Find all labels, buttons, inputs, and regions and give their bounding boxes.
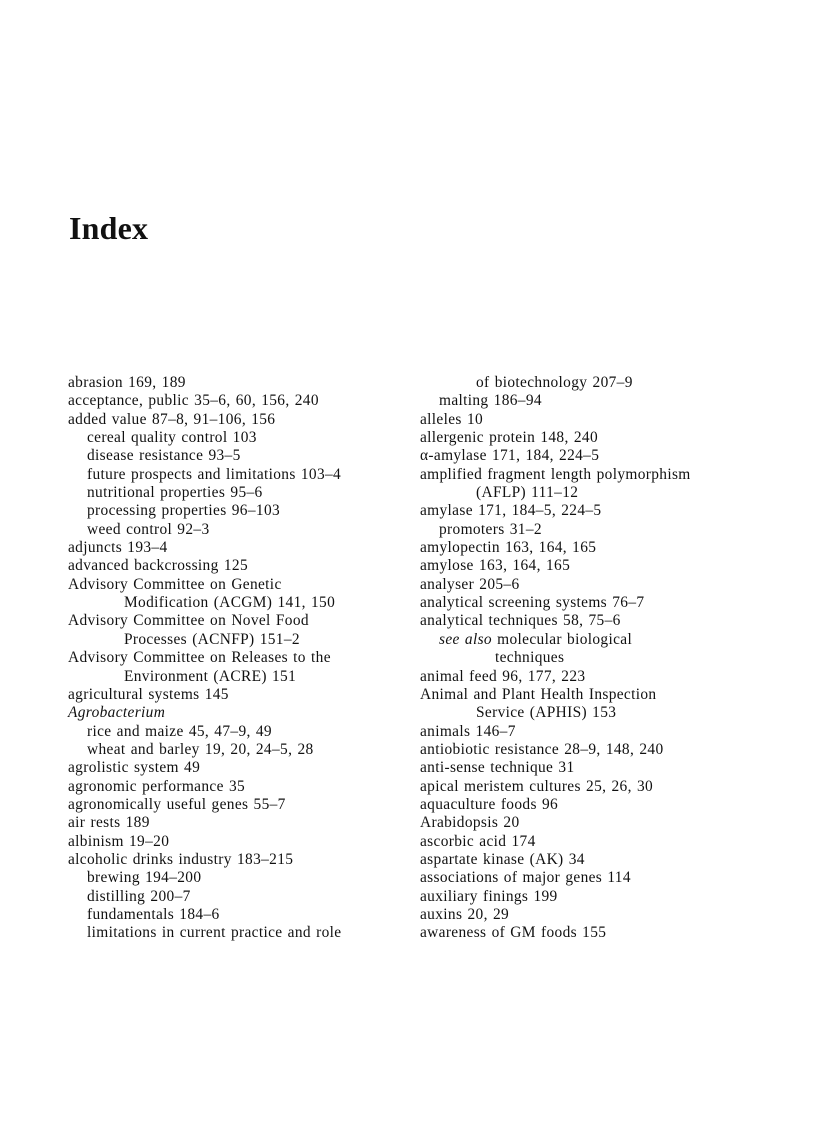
- index-entry-text: rice and maize 45, 47–9, 49: [87, 722, 272, 740]
- index-entry: [420, 796, 750, 814]
- index-entry: [68, 502, 408, 520]
- index-entry-text: anti-sense technique 31: [420, 759, 575, 777]
- index-entry: [68, 668, 408, 686]
- index-entry-text: malting 186–94: [439, 392, 542, 410]
- index-entry-text: Advisory Committee on Releases to the: [68, 649, 331, 667]
- index-entry-text: brewing 194–200: [87, 869, 202, 887]
- index-entry-text: animals 146–7: [420, 722, 516, 740]
- index-entry: [68, 649, 408, 667]
- index-entry-text: amplified fragment length polymorphism: [420, 465, 691, 483]
- index-entry-text: ascorbic acid 174: [420, 832, 536, 850]
- index-entry: [420, 924, 750, 942]
- index-entry-text: processing properties 96–103: [87, 502, 281, 520]
- index-entry: [68, 447, 408, 465]
- index-entry-text: of biotechnology 207–9: [476, 374, 633, 391]
- index-entry: [420, 411, 750, 429]
- index-entry-text: analyser 205–6: [420, 575, 520, 593]
- index-entry: [420, 447, 750, 465]
- index-entry-text: agricultural systems 145: [68, 685, 229, 703]
- index-entry-text: amylase 171, 184–5, 224–5: [420, 502, 602, 520]
- index-entry-text: analytical techniques 58, 75–6: [420, 612, 621, 630]
- index-entry: [68, 521, 408, 539]
- index-entry: [68, 924, 408, 942]
- index-entry: [68, 759, 408, 777]
- index-entry-text: Processes (ACNFP) 151–2: [124, 630, 300, 648]
- index-entry-text: wheat and barley 19, 20, 24–5, 28: [87, 740, 314, 758]
- index-entry: [420, 466, 750, 484]
- index-entry: [68, 484, 408, 502]
- index-entry-text: agronomic performance 35: [68, 777, 246, 795]
- index-entry-text: Arabidopsis 20: [420, 814, 520, 832]
- index-entry: [68, 686, 408, 704]
- index-entry: [420, 539, 750, 557]
- index-entry-text: Advisory Committee on Novel Food: [68, 612, 309, 630]
- index-entry: [420, 741, 750, 759]
- index-entry-text: acceptance, public 35–6, 60, 156, 240: [68, 392, 319, 410]
- index-entry-text: techniques: [495, 649, 565, 667]
- index-entry-text: added value 87–8, 91–106, 156: [68, 410, 276, 428]
- index-entry-text: allergenic protein 148, 240: [420, 429, 598, 447]
- index-entry-text: Animal and Plant Health Inspection: [420, 685, 657, 703]
- index-entry-text: Agrobacterium: [68, 704, 166, 722]
- index-entry: [68, 704, 408, 722]
- index-entry-text: advanced backcrossing 125: [68, 557, 248, 575]
- index-entry: [420, 814, 750, 832]
- index-entry-text: auxins 20, 29: [420, 905, 510, 923]
- index-entry-text: Service (APHIS) 153: [476, 704, 617, 722]
- index-entry-text: auxiliary finings 199: [420, 887, 558, 905]
- index-entry: [68, 814, 408, 832]
- index-entry-text: weed control 92–3: [87, 520, 210, 538]
- index-entry: [420, 906, 750, 924]
- index-entry: [420, 521, 750, 539]
- index-entry: [420, 833, 750, 851]
- index-entry: [420, 612, 750, 630]
- index-entry-text: limitations in current practice and role: [87, 924, 342, 942]
- index-entry: [68, 466, 408, 484]
- index-entry: [68, 906, 408, 924]
- index-entry-text: apical meristem cultures 25, 26, 30: [420, 777, 654, 795]
- index-entry-text: agrolistic system 49: [68, 759, 201, 777]
- index-entry: [420, 668, 750, 686]
- index-entry-text: analytical screening systems 76–7: [420, 594, 645, 612]
- index-entry: [68, 796, 408, 814]
- index-entry-text: promoters 31–2: [439, 520, 542, 538]
- index-entry-text: aspartate kinase (AK) 34: [420, 850, 585, 868]
- page-title: Index: [69, 210, 149, 246]
- index-entry-text: future prospects and limitations 103–4: [87, 465, 342, 483]
- index-entry: [68, 612, 408, 630]
- index-entry-text: amylopectin 163, 164, 165: [420, 539, 597, 557]
- index-entry: [420, 704, 750, 722]
- index-entry: [68, 392, 408, 410]
- index-entry-text: awareness of GM foods 155: [420, 924, 607, 942]
- index-entry-text: molecular biological: [491, 630, 633, 648]
- index-entry-text: abrasion 169, 189: [68, 374, 186, 391]
- index-entry: [68, 429, 408, 447]
- index-entry: [420, 778, 750, 796]
- index-entry: [420, 374, 750, 392]
- index-entry-text: fundamentals 184–6: [87, 905, 220, 923]
- index-entry: [420, 392, 750, 410]
- index-entry-text: antiobiotic resistance 28–9, 148, 240: [420, 740, 664, 758]
- index-entry-text: Environment (ACRE) 151: [124, 667, 297, 685]
- index-entry: [68, 741, 408, 759]
- index-entry: [420, 888, 750, 906]
- index-entry-text: (AFLP) 111–12: [476, 484, 579, 502]
- index-entry: [420, 429, 750, 447]
- index-entry: [420, 484, 750, 502]
- index-entry: [420, 759, 750, 777]
- index-entry-text: agronomically useful genes 55–7: [68, 795, 286, 813]
- see-also-label: see also: [439, 630, 492, 648]
- index-column-left: [68, 374, 408, 943]
- index-entry: [68, 833, 408, 851]
- index-column-right: [420, 374, 750, 943]
- index-entry-text: alleles 10: [420, 410, 484, 428]
- index-entry: [68, 411, 408, 429]
- index-entry: [420, 502, 750, 520]
- index-entry: [420, 649, 750, 667]
- index-entry: [68, 888, 408, 906]
- index-entry: [68, 723, 408, 741]
- index-entry-text: distilling 200–7: [87, 887, 191, 905]
- index-entry-text: aquaculture foods 96: [420, 795, 559, 813]
- index-entry-text: albinism 19–20: [68, 832, 170, 850]
- index-entry: [68, 539, 408, 557]
- index-entry-text: amylose 163, 164, 165: [420, 557, 571, 575]
- index-entry: [420, 686, 750, 704]
- index-entry-text: cereal quality control 103: [87, 429, 257, 447]
- index-entry: [68, 557, 408, 575]
- index-entry: [420, 723, 750, 741]
- index-entry-text: adjuncts 193–4: [68, 539, 168, 557]
- index-entry: [68, 576, 408, 594]
- index-entry-text: animal feed 96, 177, 223: [420, 667, 586, 685]
- index-entry-text: Advisory Committee on Genetic: [68, 575, 282, 593]
- index-entry: [68, 869, 408, 887]
- index-entry: [68, 374, 408, 392]
- index-entry: [420, 851, 750, 869]
- index-entry: [420, 594, 750, 612]
- index-entry: [420, 576, 750, 594]
- index-entry: [420, 869, 750, 887]
- index-entry-text: alcoholic drinks industry 183–215: [68, 850, 294, 868]
- index-entry-text: air rests 189: [68, 814, 150, 832]
- index-entry: [68, 851, 408, 869]
- index-entry-text: disease resistance 93–5: [87, 447, 241, 465]
- index-entry-text: associations of major genes 114: [420, 869, 631, 887]
- index-entry-text: Modification (ACGM) 141, 150: [124, 594, 336, 612]
- index-entry-text: nutritional properties 95–6: [87, 484, 263, 502]
- index-entry: [420, 557, 750, 575]
- index-entry-text: α-amylase 171, 184, 224–5: [420, 447, 600, 465]
- index-entry: [68, 631, 408, 649]
- index-entry: [68, 594, 408, 612]
- index-entry: [68, 778, 408, 796]
- index-entry: [420, 631, 750, 649]
